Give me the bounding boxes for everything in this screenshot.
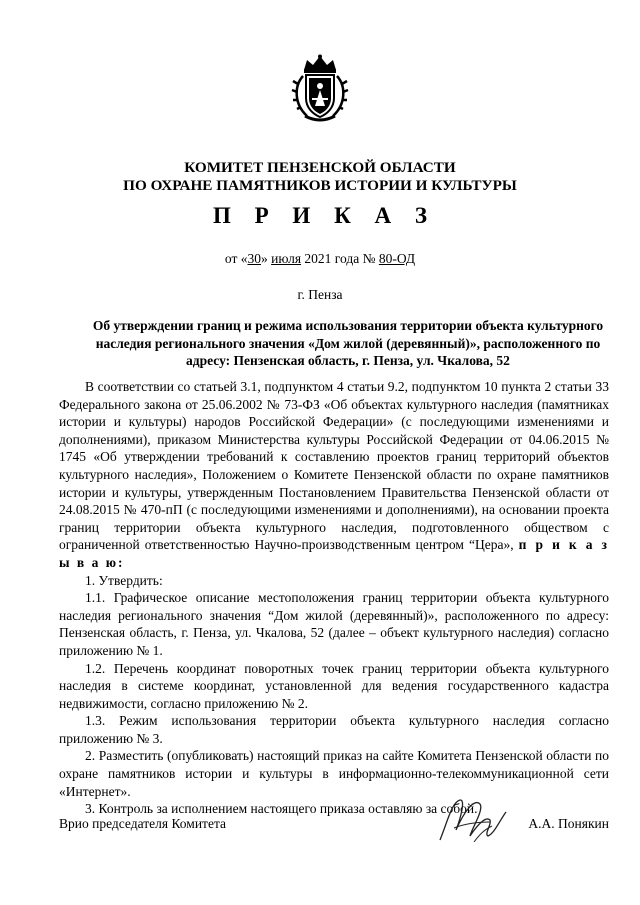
order-subject xyxy=(74,317,622,370)
subject-line3: адресу: Пензенская область, г. Пенза, ул. Чкалова, 52 xyxy=(186,353,510,368)
handwritten-signature xyxy=(430,790,520,850)
subject-line2: наследия регионального значения «Дом жилой (деревянный)», расположенного по xyxy=(95,335,601,351)
item-1-2: 1.2. Перечень координат поворотных точек границ территории объекта культурного наследия в системе координат, установленной для ведения государственного кадастра недвижимости, согласно приложению № 2. xyxy=(59,660,609,711)
preamble-paragraph xyxy=(59,378,609,572)
subject-line1: Об утверждении границ и режима использования территории объекта культурного xyxy=(92,318,604,333)
date-prefix: от « xyxy=(224,251,248,266)
order-word: п р и к а з ы в а ю: xyxy=(59,537,609,570)
document-type-title: П Р И К А З xyxy=(212,203,436,228)
committee-name xyxy=(0,159,640,195)
order-date-line xyxy=(0,251,640,267)
committee-name-line2: ПО ОХРАНЕ ПАМЯТНИКОВ ИСТОРИИ И КУЛЬТУРЫ xyxy=(123,177,517,194)
order-number: 80-ОД xyxy=(378,251,416,266)
date-year: 2021 года № xyxy=(301,251,379,266)
date-day: 30 xyxy=(247,251,261,266)
committee-name-line1: КОМИТЕТ ПЕНЗЕНСКОЙ ОБЛАСТИ xyxy=(184,159,456,176)
signatory-position: Врио председателя Комитета xyxy=(59,816,226,831)
item-3: 3. Контроль за исполнением настоящего приказа оставляю за собой. xyxy=(85,801,478,817)
preamble-text: В соответствии со статьей 3.1, подпунктом 4 статьи 9.2, подпунктом 10 пункта 2 статьи 33 Федерального закона от 25.06.2002 № 73-ФЗ «Об объектах культурного наследия (памятниках истории и культуры) народов Российской Федерации» (с последующими изменениями и дополнениями), приказом Министерства культуры Российской Федерации от 04.06.2015 № 1745 «Об утверждении требований к составлению проектов границ территорий объектов культурного наследия», Положением о Комитете Пензенской области по охране памятников истории и культуры, утвержденным Постановлением Правительства Пензенской области от 24.08.2015 № 470-пП (с последующими изменениями и дополнениями), на основании проекта границ территории объекта культурного наследия, подготовленного обществом с ограниченной ответственностью Научно-производственным центром “Цера», xyxy=(59,379,609,553)
date-mid: » xyxy=(260,251,272,266)
coat-of-arms-icon xyxy=(291,54,349,124)
signatory-name: А.А. Понякин xyxy=(528,816,609,831)
date-month: июля xyxy=(271,251,302,266)
order-body xyxy=(59,378,609,818)
city: г. Пенза xyxy=(297,287,343,302)
item-1-3: 1.3. Режим использования территории объекта культурного наследия согласно приложению № 3. xyxy=(59,713,609,746)
item-1-1: 1.1. Графическое описание местоположения границ территории объекта культурного наследия регионального значения “Дом жилой (деревянный)», расположенного по адресу: Пензенская область, г. Пенза, ул. Чкалова, 52 (далее – объект культурного наследия) согласно приложению № 1. xyxy=(59,590,609,658)
item-2: 2. Разместить (опубликовать) настоящий приказ на сайте Комитета Пензенской области по охране памятников истории и культуры в информационно-телекоммуникационной сети «Интернет». xyxy=(59,748,609,799)
item-1: 1. Утвердить: xyxy=(85,572,163,588)
